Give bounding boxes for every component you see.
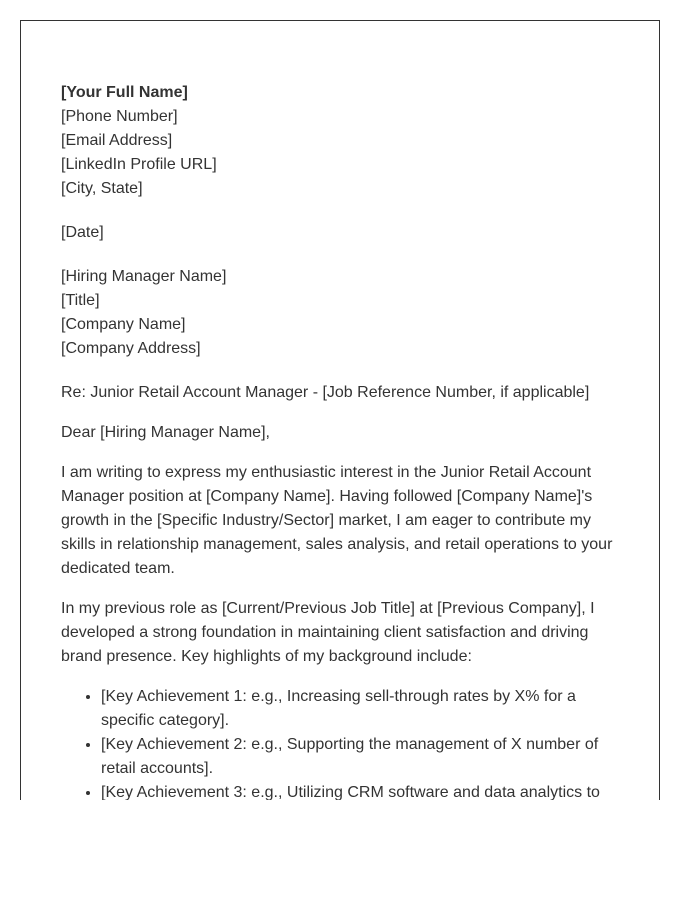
list-item: • [Key Achievement 2: e.g., Supporting the management of X number of retail accounts].	[101, 733, 621, 781]
list-item: • [Key Achievement 1: e.g., Increasing sell-through rates by X% for a specific category].	[101, 685, 621, 733]
body-paragraph: In my previous role as [Current/Previous Job Title] at [Previous Company], I developed a strong foundation in maintaining client satisfaction and driving brand presence. Key highlights of my background include:	[61, 600, 595, 665]
date-block	[61, 221, 621, 245]
recipient-block	[61, 265, 621, 361]
recipient-company-name: [Company Name]	[61, 316, 186, 333]
sender-phone: [Phone Number]	[61, 108, 178, 125]
achievements-list	[61, 685, 621, 800]
subject-line: Re: Junior Retail Account Manager - [Job Reference Number, if applicable]	[61, 384, 590, 401]
salutation: Dear [Hiring Manager Name],	[61, 424, 270, 441]
recipient-manager-name: [Hiring Manager Name]	[61, 268, 227, 285]
recipient-company-address: [Company Address]	[61, 340, 201, 357]
sender-full-name: [Your Full Name]	[61, 84, 188, 101]
sender-email: [Email Address]	[61, 132, 173, 149]
letter-content	[61, 81, 621, 800]
letter-page	[20, 20, 660, 800]
sender-city-state: [City, State]	[61, 180, 143, 197]
body-paragraph: I am writing to express my enthusiastic interest in the Junior Retail Account Manager position at [Company Name]. Having followed [Company Name]'s growth in the [Specific Industry/Sector] market, I am eager to contribute my skills in relationship management, sales analysis, and retail operations to your dedicated team.	[61, 464, 613, 577]
sender-block	[61, 81, 621, 201]
sender-linkedin: [LinkedIn Profile URL]	[61, 156, 217, 173]
letter-date: [Date]	[61, 224, 104, 241]
list-item: • [Key Achievement 3: e.g., Utilizing CRM software and data analytics to	[101, 781, 621, 800]
recipient-title: [Title]	[61, 292, 100, 309]
